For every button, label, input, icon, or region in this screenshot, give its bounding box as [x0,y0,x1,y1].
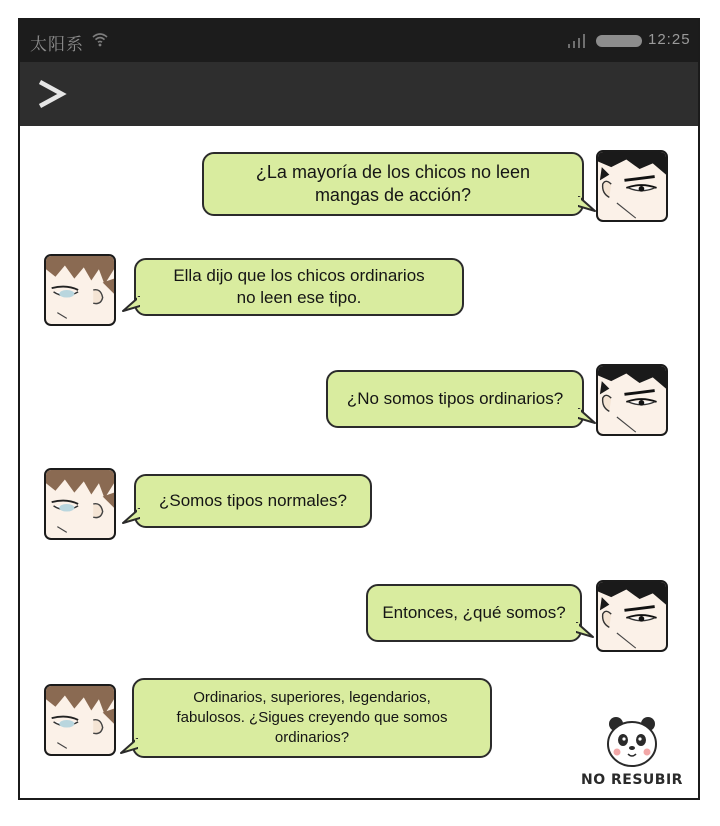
bubble-tail [578,408,596,424]
avatar-brown-hair [44,684,116,756]
status-bar [20,20,698,62]
message-bubble[interactable] [202,152,584,216]
title-bar [20,62,698,126]
watermark [580,714,684,794]
message-text: Entonces, ¿qué somos? [382,603,566,622]
avatar-brown-hair [44,468,116,540]
watermark-text: NO RESUBIR [581,772,683,788]
message-bubble[interactable] [366,584,582,642]
avatar-dark-hair [596,364,668,436]
avatar-dark-hair [596,580,668,652]
message-bubble[interactable] [326,370,584,428]
avatar-dark-hair [596,150,668,222]
message-text: ¿La mayoría de los chicos no leen mangas de acción? [255,162,531,205]
message-text: Ella dijo que los chicos ordinarios no leen ese tipo. [173,266,425,307]
bubble-tail [122,296,140,312]
bubble-tail [122,508,140,524]
message-bubble[interactable] [132,678,492,758]
chevron-right-icon[interactable] [34,74,68,114]
signal-icon [568,34,588,48]
chat-area [20,126,698,800]
phone-screen [18,18,700,800]
message-text: ¿No somos tipos ordinarios? [346,389,564,408]
message-text: Ordinarios, superiores, legendarios, fabulosos. ¿Sigues creyendo que somos ordinarios? [176,689,448,746]
avatar-brown-hair [44,254,116,326]
battery-icon [596,35,642,47]
message-bubble[interactable] [134,474,372,528]
bubble-tail [576,622,594,638]
panda-icon [580,714,684,774]
message-text: ¿Somos tipos normales? [158,491,348,510]
bubble-tail [120,738,138,754]
carrier-name: 太阳系 [30,35,84,54]
wifi-icon [92,31,108,47]
message-bubble[interactable] [134,258,464,316]
bubble-tail [578,196,596,212]
clock: 12:25 [648,31,691,48]
